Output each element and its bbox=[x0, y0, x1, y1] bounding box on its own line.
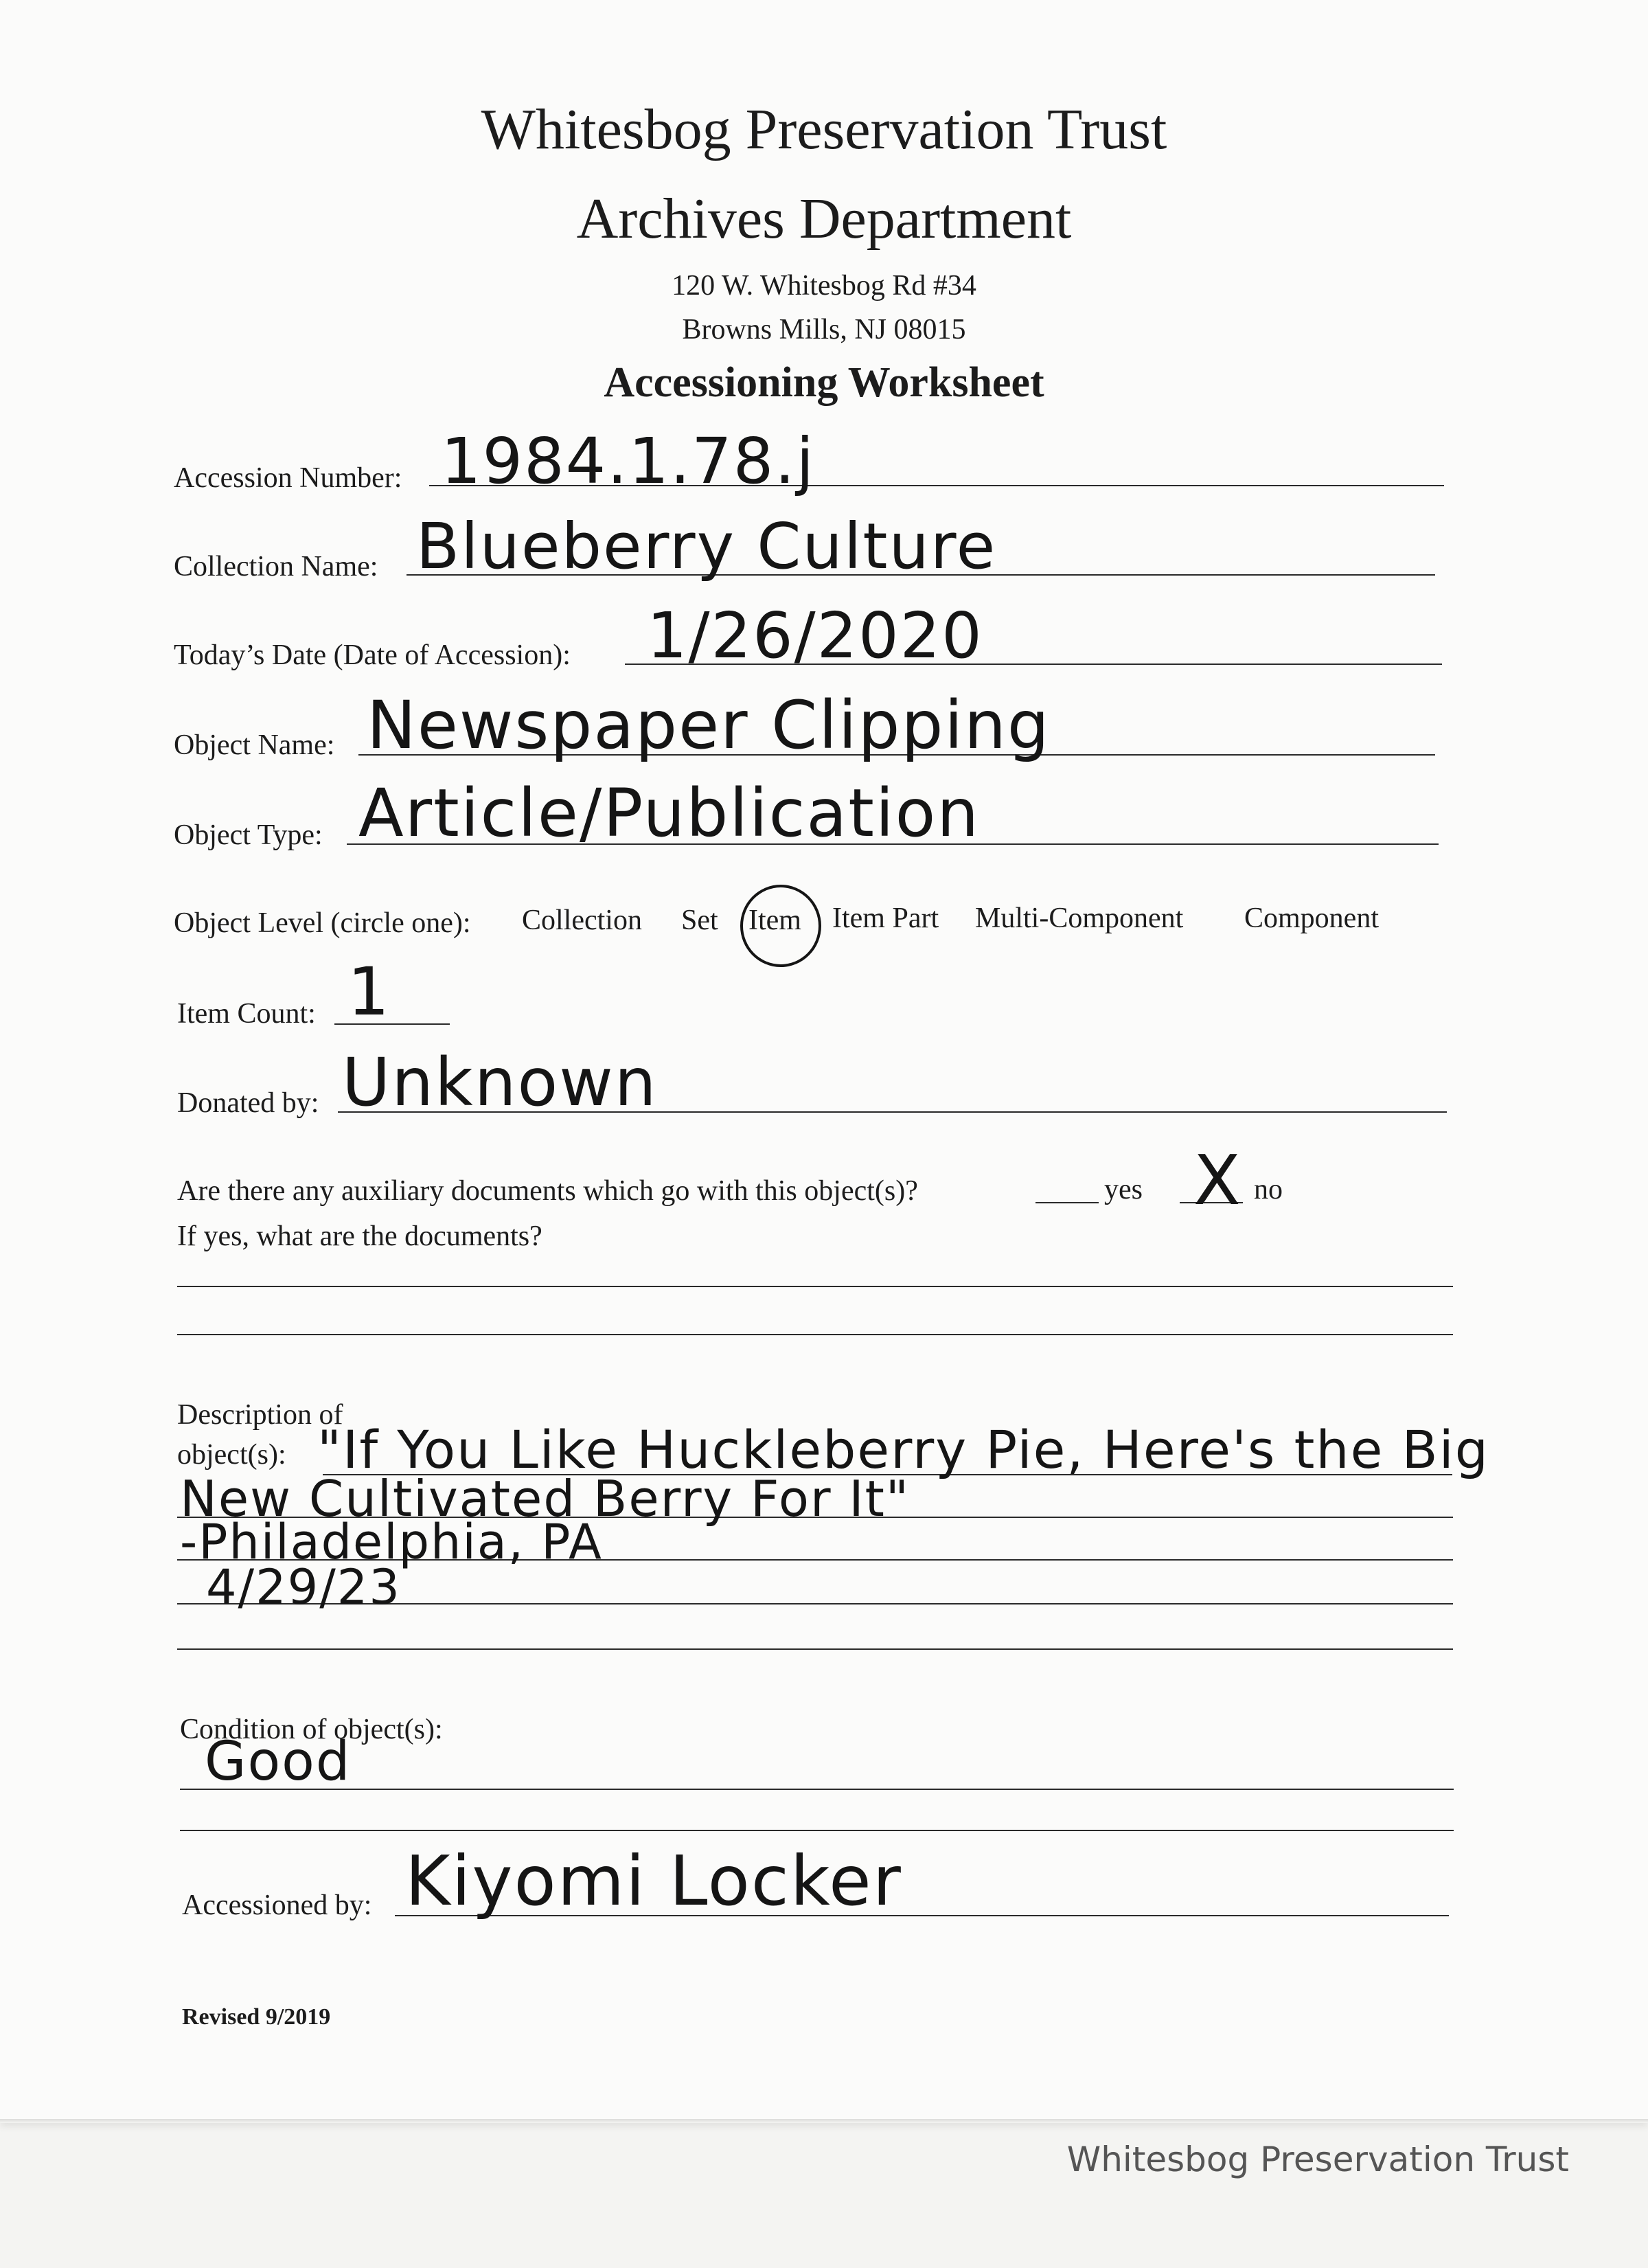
object-level-option-item: Item bbox=[748, 905, 801, 936]
description-label-line-2: object(s): bbox=[177, 1439, 286, 1471]
object-level-option-multi-component: Multi-Component bbox=[975, 903, 1184, 934]
paper-edge bbox=[0, 2119, 1648, 2123]
donated-by-label: Donated by: bbox=[177, 1087, 319, 1119]
collection-name-label: Collection Name: bbox=[174, 551, 378, 582]
condition-line-1 bbox=[180, 1789, 1454, 1790]
credit-caption: Whitesbog Preservation Trust bbox=[1066, 2140, 1569, 2179]
auxiliary-answer-line-1 bbox=[177, 1286, 1453, 1287]
auxiliary-mark: X bbox=[1193, 1140, 1242, 1221]
auxiliary-answer-line-2 bbox=[177, 1334, 1453, 1335]
address-line-2: Browns Mills, NJ 08015 bbox=[682, 314, 966, 345]
donated-by-value: Unknown bbox=[342, 1044, 658, 1121]
accession-number-label: Accession Number: bbox=[174, 462, 402, 494]
condition-label: Condition of object(s): bbox=[180, 1714, 443, 1745]
description-text-line-4: 4/29/23 bbox=[206, 1559, 401, 1615]
object-type-value: Article/Publication bbox=[358, 775, 981, 852]
object-level-option-item-part: Item Part bbox=[832, 903, 939, 934]
object-level-option-set: Set bbox=[681, 905, 718, 936]
item-count-value: 1 bbox=[347, 953, 391, 1030]
auxiliary-yes-label: yes bbox=[1104, 1174, 1143, 1205]
form-title: Accessioning Worksheet bbox=[604, 359, 1044, 406]
object-level-label: Object Level (circle one): bbox=[174, 907, 471, 939]
accessioned-by-value: Kiyomi Locker bbox=[405, 1841, 902, 1921]
item-count-label: Item Count: bbox=[177, 998, 316, 1030]
todays-date-label: Today’s Date (Date of Accession): bbox=[174, 639, 571, 671]
selection-circle bbox=[740, 885, 821, 967]
auxiliary-followup: If yes, what are the documents? bbox=[177, 1221, 542, 1252]
address-line-1: 120 W. Whitesbog Rd #34 bbox=[672, 270, 976, 302]
description-line-5 bbox=[177, 1648, 1453, 1650]
auxiliary-yes-line bbox=[1035, 1202, 1099, 1203]
condition-line-2 bbox=[180, 1830, 1454, 1831]
condition-value: Good bbox=[205, 1731, 352, 1793]
object-level-option-component: Component bbox=[1244, 903, 1379, 934]
description-label-line-1: Description of bbox=[177, 1399, 343, 1431]
accessioned-by-label: Accessioned by: bbox=[182, 1890, 372, 1921]
revised-date: Revised 9/2019 bbox=[182, 2004, 331, 2030]
description-text-line-3: -Philadelphia, PA bbox=[180, 1514, 603, 1570]
object-type-label: Object Type: bbox=[174, 819, 323, 851]
accession-number-value: 1984.1.78.j bbox=[441, 424, 816, 498]
description-text-line-1: "If You Like Huckleberry Pie, Here's the Big bbox=[317, 1419, 1490, 1480]
object-name-value: Newspaper Clipping bbox=[367, 687, 1051, 764]
object-name-label: Object Name: bbox=[174, 729, 335, 761]
department-name: Archives Department bbox=[576, 187, 1072, 251]
todays-date-value: 1/26/2020 bbox=[647, 599, 983, 672]
organization-name: Whitesbog Preservation Trust bbox=[481, 98, 1167, 161]
auxiliary-no-label: no bbox=[1254, 1174, 1283, 1205]
description-text-line-2: New Cultivated Berry For It" bbox=[180, 1470, 911, 1528]
collection-name-value: Blueberry Culture bbox=[416, 510, 997, 583]
object-level-option-collection: Collection bbox=[522, 905, 642, 936]
auxiliary-question: Are there any auxiliary documents which go with this object(s)? bbox=[177, 1175, 918, 1207]
